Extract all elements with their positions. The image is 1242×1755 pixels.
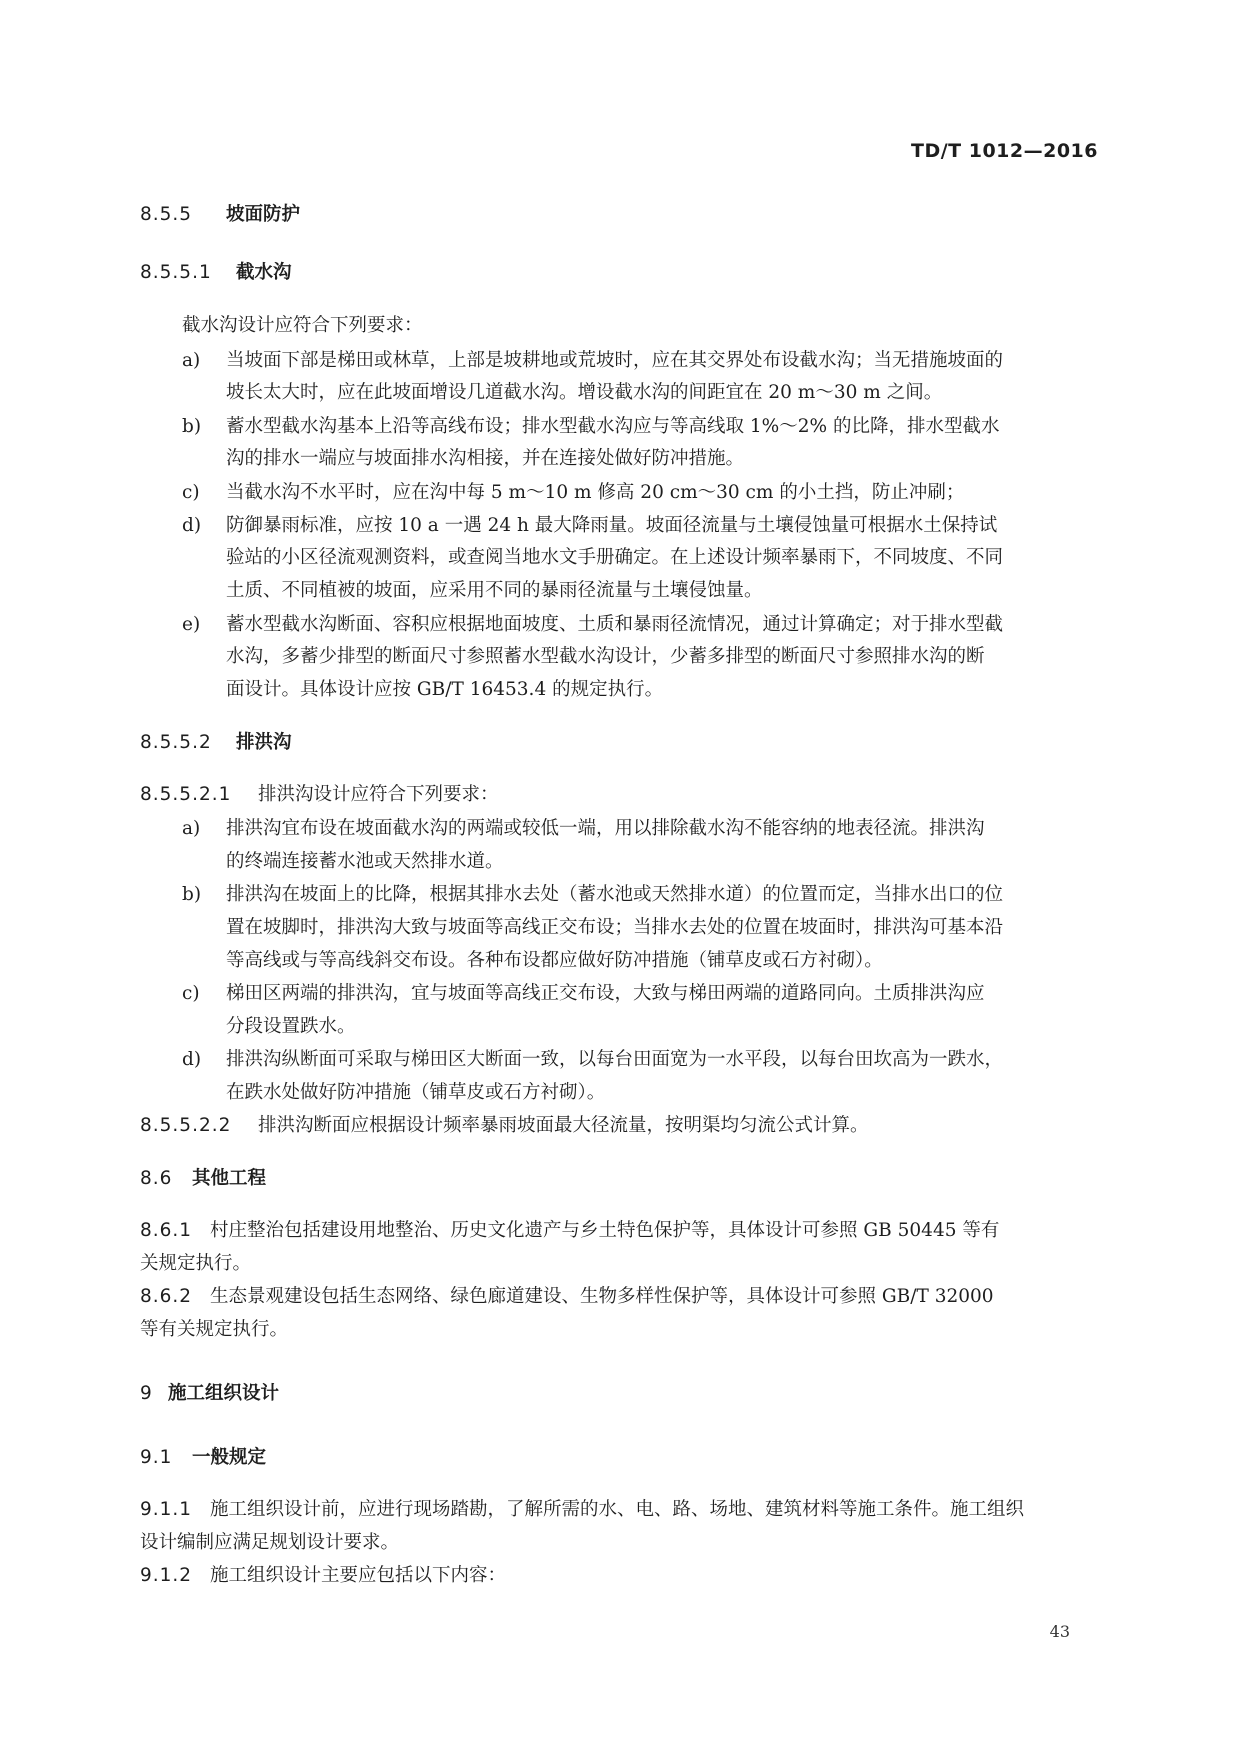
list-item-d-cont: 在跌水处做好防冲措施（铺草皮或石方衬砌）。	[226, 1082, 606, 1103]
heading-8-5-5-2: 8.5.5.2 排洪沟	[140, 732, 292, 753]
list-item-e-cont: 面设计。具体设计应按 GB/T 16453.4 的规定执行。	[226, 679, 664, 700]
list-item-d-cont: 验站的小区径流观测资料，或查阅当地水文手册确定。在上述设计频率暴雨下，不同坡度、不同	[226, 547, 1004, 568]
list-item-a-cont: 坡长太大时，应在此坡面增设几道截水沟。增设截水沟的间距宜在 20 m～30 m 之间。	[226, 382, 943, 403]
clause-8-6-1-cont: 关规定执行。	[140, 1253, 252, 1274]
list-item-c: c) 梯田区两端的排洪沟，宜与坡面等高线正交布设，大致与梯田两端的道路同向。土质排洪沟应	[182, 983, 985, 1004]
page-number: 43	[1049, 1622, 1070, 1641]
list-item-a: a) 排洪沟宜布设在坡面截水沟的两端或较低一端，用以排除截水沟不能容纳的地表径流。排洪沟	[182, 818, 985, 839]
list-item-d: d) 防御暴雨标准，应按 10 a 一遇 24 h 最大降雨量。坡面径流量与土壤侵蚀量可根据水土保持试	[182, 515, 998, 536]
list-item-e: e) 蓄水型截水沟断面、容积应根据地面坡度、土质和暴雨径流情况，通过计算确定；对于排水型截	[182, 614, 1004, 635]
list-item-c: c) 当截水沟不水平时，应在沟中每 5 m～10 m 修高 20 cm～30 cm 的小土挡，防止冲刷；	[182, 482, 965, 503]
list-item-d-cont: 土质、不同植被的坡面，应采用不同的暴雨径流量与土壤侵蚀量。	[226, 580, 763, 601]
clause-9-1-1-cont: 设计编制应满足规划设计要求。	[140, 1532, 400, 1553]
heading-8-6: 8.6 其他工程	[140, 1168, 267, 1189]
clause-8-6-1: 8.6.1 村庄整治包括建设用地整治、历史文化遗产与乡土特色保护等，具体设计可参照 GB 50445 等有	[140, 1220, 1000, 1241]
list-item-a: a) 当坡面下部是梯田或林草，上部是坡耕地或荒坡时，应在其交界处布设截水沟；当无措施坡面的	[182, 350, 1004, 371]
clause-9-1-1: 9.1.1 施工组织设计前，应进行现场踏勘，了解所需的水、电、路、场地、建筑材料等施工条件。施工组织	[140, 1499, 1025, 1520]
list-item-d: d) 排洪沟纵断面可采取与梯田区大断面一致，以每台田面宽为一水平段，以每台田坎高为一跌水，	[182, 1049, 1004, 1070]
heading-8-5-5-1: 8.5.5.1 截水沟	[140, 262, 292, 283]
clause-8-5-5-2-2: 8.5.5.2.2 排洪沟断面应根据设计频率暴雨坡面最大径流量，按明渠均匀流公式计算。	[140, 1115, 869, 1136]
standard-code: TD/T 1012—2016	[910, 140, 1098, 162]
list-item-a-cont: 的终端连接蓄水池或天然排水道。	[226, 851, 504, 872]
list-item-b: b) 排洪沟在坡面上的比降，根据其排水去处（蓄水池或天然排水道）的位置而定，当排水出口的位	[182, 884, 1004, 905]
paragraph-intro: 截水沟设计应符合下列要求：	[182, 315, 423, 336]
list-item-b-cont: 等高线或与等高线斜交布设。各种布设都应做好防冲措施（铺草皮或石方衬砌）。	[226, 950, 883, 971]
clause-8-5-5-2-1: 8.5.5.2.1 排洪沟设计应符合下列要求：	[140, 784, 499, 805]
clause-9-1-2: 9.1.2 施工组织设计主要应包括以下内容：	[140, 1565, 507, 1586]
heading-9: 9 施工组织设计	[140, 1383, 280, 1404]
clause-8-6-2-cont: 等有关规定执行。	[140, 1319, 289, 1340]
list-item-e-cont: 水沟，多蓄少排型的断面尺寸参照蓄水型截水沟设计，少蓄多排型的断面尺寸参照排水沟的断	[226, 646, 985, 667]
list-item-b-cont: 沟的排水一端应与坡面排水沟相接，并在连接处做好防冲措施。	[226, 448, 745, 469]
heading-8-5-5: 8.5.5 坡面防护	[140, 204, 301, 225]
list-item-b-cont: 置在坡脚时，排洪沟大致与坡面等高线正交布设；当排水去处的位置在坡面时，排洪沟可基本沿	[226, 917, 1004, 938]
list-item-c-cont: 分段设置跌水。	[226, 1016, 356, 1037]
heading-9-1: 9.1 一般规定	[140, 1447, 267, 1468]
clause-8-6-2: 8.6.2 生态景观建设包括生态网络、绿色廊道建设、生物多样性保护等，具体设计可参照 GB/T 32000	[140, 1286, 994, 1307]
list-item-b: b) 蓄水型截水沟基本上沿等高线布设；排水型截水沟应与等高线取 1%～2% 的比降，排水型截水	[182, 416, 1000, 437]
